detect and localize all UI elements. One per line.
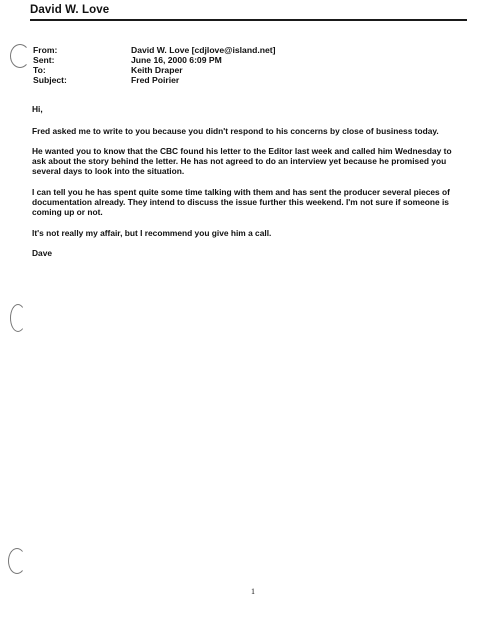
sent-label: Sent: — [33, 55, 55, 65]
signature: Dave — [32, 248, 53, 258]
from-label: From: — [33, 45, 58, 55]
paragraph-3: I can tell you he has spent quite some time talking with them and has sent the producer several pieces of documentation already. They intend to discuss the issue further this weekend. I'm not sure if someone is coming up or not. — [32, 187, 450, 218]
subject-value: Fred Poirier — [131, 75, 180, 85]
sender-heading: David W. Love — [30, 4, 110, 16]
to-value: Keith Draper — [131, 65, 183, 75]
sent-value: June 16, 2000 6:09 PM — [131, 55, 222, 65]
to-label: To: — [33, 65, 46, 75]
punch-hole-mark-middle — [10, 304, 26, 332]
greeting: Hi, — [32, 104, 43, 114]
paragraph-4: It's not really my affair, but I recommend you give him a call. — [32, 228, 272, 238]
punch-hole-mark-bottom — [8, 548, 26, 574]
page-number: 1 — [251, 587, 255, 596]
paragraph-2: He wanted you to know that the CBC found his letter to the Editor last week and called him Wednesday to ask about the story behind the letter. He has not agreed to do an interview yet because he promised you several days to look into the situation. — [32, 146, 452, 177]
subject-label: Subject: — [33, 75, 67, 85]
punch-hole-mark-top — [10, 44, 30, 68]
header-rule — [30, 19, 467, 21]
paragraph-1: Fred asked me to write to you because you didn't respond to his concerns by close of business today. — [32, 126, 439, 136]
from-value: David W. Love [cdjlove@island.net] — [131, 45, 276, 55]
